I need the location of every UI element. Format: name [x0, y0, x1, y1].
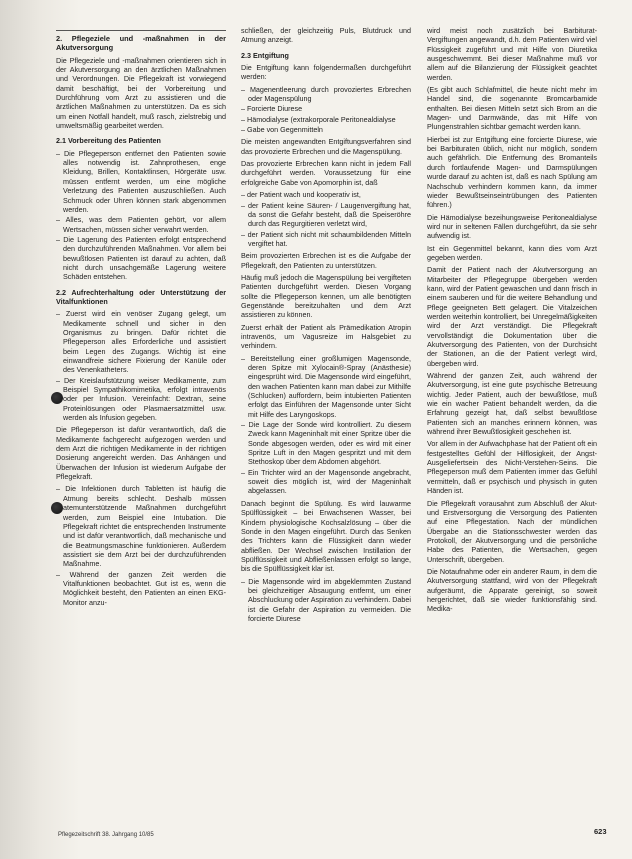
list-item: – Hämodialyse (extrakorporale Peritonealdialyse — [241, 115, 411, 124]
list-item: – Zuerst wird ein venöser Zugang gelegt, um Medikamente schnell und sicher in den Organismus zu bringen. Dafür richtet die Pflegeperson alles Erforderliche und assistiert beim Legen des Zugangs. Wichtig ist eine einwandfreie sichere Fixierung der Kanüle oder des Venenkatheters. — [56, 309, 226, 374]
subheading-preparation: 2.1 Vorbereitung des Patienten — [56, 136, 161, 146]
section-title: 2. Pflegeziele und -maßnahmen in der Akutversorgung — [56, 34, 226, 53]
paragraph: Während der ganzen Zeit, auch während der Akutversorgung, ist eine gute psychische Betreuung wichtig. Jeder Patient, auch der bewußtlose, muß wie ein wacher Patient behandelt werden, da die Erfahrung gezeigt hat, daß selbst bewußtlose Patienten sich an manches erinnern können, was während ihrer Bewußtlosigkeit geschehen ist. — [427, 371, 597, 437]
list-item: – der Patient keine Säuren- / Laugenvergiftung hat, da sonst die Gefahr besteht, daß die Speiseröhre durch das Regurgitieren verletzt wird, — [241, 201, 411, 229]
paragraph: Hierbei ist zur Entgiftung eine forcierte Diurese, wie bei Barbituraten üblich, nicht nur möglich, sondern auch gefährlich. Die Entfernung des Bromanteils durch fortlaufende Magen- und Darmspülungen wurde darauf zu achten ist, daß es nach Spülung am Nachschub verhindern kommen kann, da immer wieder Bewußtseinseintrübungen des Patienten führen.) — [427, 134, 597, 210]
paragraph: schließen, der gleichzeitig Puls, Blutdruck und Atmung anzeigt. — [241, 26, 411, 45]
list-item: – Ein Trichter wird an der Magensonde angebracht, soweit dies möglich ist, wird der Mageninhalt abgelassen. — [241, 468, 411, 496]
paragraph: Vor allem in der Aufwachphase hat der Patient oft ein festgestelltes Gefühl der Hilflosigkeit, der Angst-Ausgeliefertsein des Nicht-Verstehen-Seins. Die Pflegeperson muß dem Patienten immer das Gefühl vermitteln, daß er psychisch und physisch in guten Händen ist. — [427, 439, 597, 496]
list-item: – der Patient sich nicht mit schaumbildenden Mitteln vergiftet hat. — [241, 230, 411, 249]
paragraph: Das provozierte Erbrechen kann nicht in jedem Fall durchgeführt werden. Voraussetzung für eine erfolgreiche Gabe von Apomorphin ist, daß — [241, 159, 411, 187]
journal-footer: Pflegezeitschrift 38. Jahrgang 10/85 — [58, 832, 154, 838]
list-item: – Der Kreislaufstützung weiser Medikamente, zum Beispiel Sympathikomimetika, erfolgt intravenös oder per Infusion. Vereinfacht: Dextran, seine Proteinlösungen oder Plasmaersatzmittel usw. werden als Infusion gegeben. — [56, 376, 226, 423]
paragraph: Die Notaufnahme oder ein anderer Raum, in dem die Akutversorgung stattfand, wird von der Pflegekraft aufgeräumt, die Apparate gereinigt, so soweit hergerichtet, daß sie wieder funktionsfähig sind. Medika- — [427, 566, 597, 614]
paragraph: Die Pflegeperson ist dafür verantwortlich, daß die Medikamente fachgerecht aufgezogen werden und dem Arzt die richtigen Medikamente in der richtigen Dosierung angereicht werden. Das Anhängen und Überwachen der Infusion ist wiederum Aufgabe der Pflegekraft. — [56, 425, 226, 482]
intro-paragraph: Die Pflegeziele und -maßnahmen orientieren sich in der Akutversorgung an den ärztlichen Maßnahmen und Verordnungen. Die Pflegekraft ist vorwiegend damit beschäftigt, bei der Vorbereitung und Durchführung vom Arzt zu assistieren und die ärztlichen Maßnahmen zu unterstützen. Da es sich um einen Notfall handelt, muß rasch, zielstrebig und umweltsmäßig gearbeitet werden. — [56, 55, 226, 131]
list-item: – Magenentleerung durch provoziertes Erbrechen oder Magenspülung — [241, 85, 411, 104]
list-lavage-steps — [241, 354, 411, 496]
paragraph: Die Hämodialyse bezeihungsweise Peritonealdialyse wird nur in seltenen Fällen durchgeführt, da sie sehr aufwendig ist. — [427, 212, 597, 241]
list-item: – Während der ganzen Zeit werden die Vitalfunktionen beobachtet. Gut ist es, wenn die Möglichkeit besteht, den Patienten an einen EKG-Monitor anzu- — [56, 570, 226, 607]
list-item: – Die Lagerung des Patienten erfolgt entsprechend den durchzuführenden Maßnahmen. Vor allem bei bewußtlosen Patienten ist darauf zu achten, daß nicht durch unsachgemäße Lagerung weitere Schäden entstehen. — [56, 235, 226, 282]
column-middle — [241, 26, 411, 626]
list-item: – Bereitstellung einer großlumigen Magensonde, deren Spitze mit Xylocain®-Spray (Anästhesie) eingesprüht wird. Die Magensonde wird eingeführt, den wachen Patienten kann man dabei zur Mithilfe (Schlucken) auffordern, beim intubierten Patienten erfolgt das Einführen der Magensonde unter Sicht mit Hilfe des Laryngoskops. — [241, 354, 411, 419]
paragraph: Die Pflegekraft vorausahnt zum Abschluß der Akut- und Erstversorgung die Versorgung des Patienten auf eine Pflegestation. Nach der mündlichen Übergabe an die Stationsschwester werden das Protokoll, der Akutversorgung und die persönliche Habe des Patienten, die Wertsachen, gegen Unterschrift, übergeben. — [427, 498, 597, 564]
list-item: – Gabe von Gegenmitteln — [241, 125, 411, 134]
list-item: – Alles, was dem Patienten gehört, vor allem Wertsachen, müssen sicher verwahrt werden. — [56, 215, 226, 234]
list-item: – Die Infektionen durch Tabletten ist häufig die Atmung bereits schlecht. Deshalb müssen atemunterstützende Maßnahmen durchgeführt werden, zum Beispiel eine Intubation. Die Pflegekraft richtet die entsprechenden Instrumente und ist dafür verantwortlich, daß mechanische und die Beatmungsmaschine funktionieren. Außerdem assistiert sie dem Arzt bei der durchzuführenden Maßnahme. — [56, 484, 226, 568]
paragraph: wird meist noch zusätzlich bei Barbiturat-Vergiftungen angewandt, d.h. dem Patienten wird viel Flüssigkeit zugeführt und mit Hilfe von Diuretika ausgeschwemmt. Bei dieser Maßnahme muß vor allem auf die Bilanzierung der Flüssigkeit geachtet werden. — [427, 26, 597, 82]
list-breathing — [56, 484, 226, 606]
paragraph: Danach beginnt die Spülung. Es wird lauwarme Spülflüssigkeit – bei Erwachsenen Wasser, bei Kindern physiologische Kochsalzlösung – über die Sonde in den Magen eingeführt. Durch das Senken des Trichters kann die Flüssigkeit dann wieder abfließen. Der Wechsel zwischen Instillation der Spülflüssigkeit und Abfließenlassen erfolgt so lange, bis die Spülflüssigkeit klar ist. — [241, 498, 411, 574]
list-item: – der Patient wach und kooperativ ist, — [241, 190, 411, 199]
paragraph: Zuerst erhält der Patient als Prämedikation Atropin intravenös, um Vagusreize im Halsgebiet zu verhindern. — [241, 322, 411, 351]
paragraph: (Es gibt auch Schlafmittel, die heute nicht mehr im Handel sind, die sogenannte Bromcarbamide enthalten. Bei diesen Mitteln setzt sich Brom an die Magen- und Darmwände, das mit Hilfe von Plungenstrahlen sichtbar gemacht werden kann. — [427, 85, 597, 132]
list-vital-functions — [56, 309, 226, 422]
list-item: – Die Magensonde wird im abgeklemmten Zustand bei gleichzeitiger Absaugung entfernt, um einer Abschluckung oder Aspiration zu verhindern. Dabei ist die Gefahr der Aspiration zu vermeiden. Die forcierte Diurese — [241, 577, 411, 624]
subheading-detox: 2.3 Entgiftung — [241, 50, 289, 60]
column-left — [56, 30, 226, 610]
paragraph: Die Entgiftung kann folgendermaßen durchgeführt werden: — [241, 63, 411, 82]
paragraph: Die meisten angewandten Entgiftungsverfahren sind das provozierte Erbrechen und die Magenspülung. — [241, 137, 411, 156]
paragraph: Häufig muß jedoch die Magenspülung bei vergifteten Patienten durchgeführt werden. Diesen Vorgang sollte die Pflegeperson kennen, um alle benötigten Gegenstände bereitzuhalten und dem Arzt assistieren zu können. — [241, 272, 411, 320]
list-detox-methods — [241, 85, 411, 135]
list-item: – Forcierte Diurese — [241, 104, 411, 113]
column-right — [427, 26, 597, 617]
list-preparation — [56, 149, 226, 282]
list-item: – Die Lage der Sonde wird kontrolliert. Zu diesem Zweck kann Mageninhalt mit einer Spritze über die Sonde abgesogen werden, oder es wird mit einer Spritze Luft in den Magen gespritzt und mit dem Stethoskop über dem Abdomen abgehört. — [241, 420, 411, 467]
list-conditions — [241, 190, 411, 248]
section-rule — [56, 30, 226, 31]
subheading-vital-functions: 2.2 Aufrechterhaltung oder Unterstützung der Vitalfunktionen — [56, 287, 226, 306]
page-number: 623 — [594, 827, 607, 836]
list-item: – Die Pflegeperson entfernet den Patienten sowie alles notwendig ist. Zahnprothesen, enge Kleidung, Brillen, Kontaktlinsen, Hörgeräte usw. müssen entfernt werden, um eine mögliche Verletzung des Patienten auszuschließen. Auch Schmuck oder Uhren können stark abgenommen werden. — [56, 149, 226, 214]
paragraph: Beim provozierten Erbrechen ist es die Aufgabe der Pflegekraft, den Patienten zu unterstützen. — [241, 251, 411, 270]
paragraph: Ist ein Gegenmittel bekannt, kann dies vom Arzt gegeben werden. — [427, 243, 597, 262]
list-lavage-end — [241, 577, 411, 624]
paragraph: Damit der Patient nach der Akutversorgung an Mitarbeiter der Pflegegruppe übergeben werden kann, wird der Patient gewaschen und dann frisch in einem sauberen und für die weitere Behandlung und Pflege geeigneten Bett gelagert. Die Vitalzeichen werden weiterhin kontrolliert, bei Unregelmäßigkeiten wird der Arzt verständigt. Die Pflegekraft vervollständigt die Dokumentation über die Akutversorgung des Patienten, von der Durchsicht der Stationen, an die der Patient verlegt wird, übergeben wird. — [427, 265, 597, 368]
